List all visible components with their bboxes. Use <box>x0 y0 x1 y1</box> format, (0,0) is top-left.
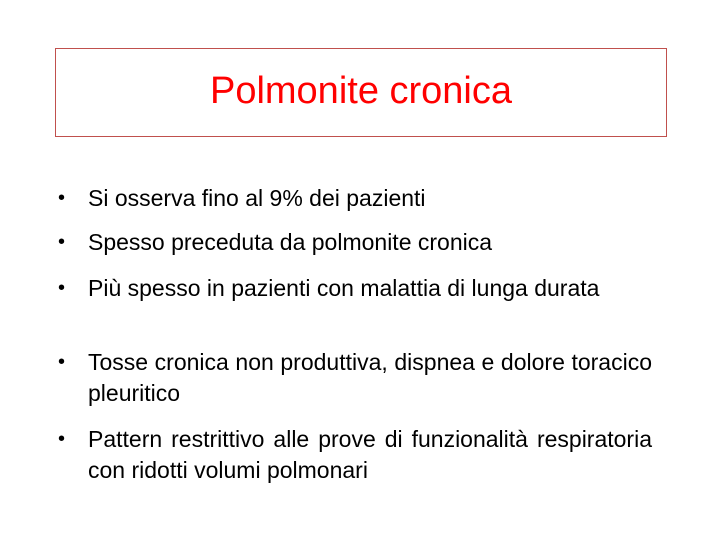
title-box <box>55 48 667 137</box>
slide-title: Polmonite cronica <box>209 69 513 112</box>
list-item <box>58 347 654 409</box>
list-item <box>58 424 654 486</box>
list-item <box>58 183 654 214</box>
bullet-text: Si osserva fino al 9% dei pazienti <box>88 185 426 211</box>
list-item <box>58 273 654 304</box>
bullet-text: Più spesso in pazienti con malattia di lunga durata <box>88 275 600 301</box>
bullet-text: Pattern restrittivo alle prove di funzionalità respiratoria con ridotti volumi polmonari <box>88 426 652 483</box>
bullet-icon: • <box>58 231 66 253</box>
bullet-icon: • <box>58 428 66 450</box>
bullet-icon: • <box>58 351 66 373</box>
bullet-text: Spesso preceduta da polmonite cronica <box>88 229 493 255</box>
list-item <box>58 227 654 258</box>
bullet-icon: • <box>58 187 66 209</box>
bullet-icon: • <box>58 277 66 299</box>
bullet-text: Tosse cronica non produttiva, dispnea e dolore toracico pleuritico <box>88 349 652 406</box>
